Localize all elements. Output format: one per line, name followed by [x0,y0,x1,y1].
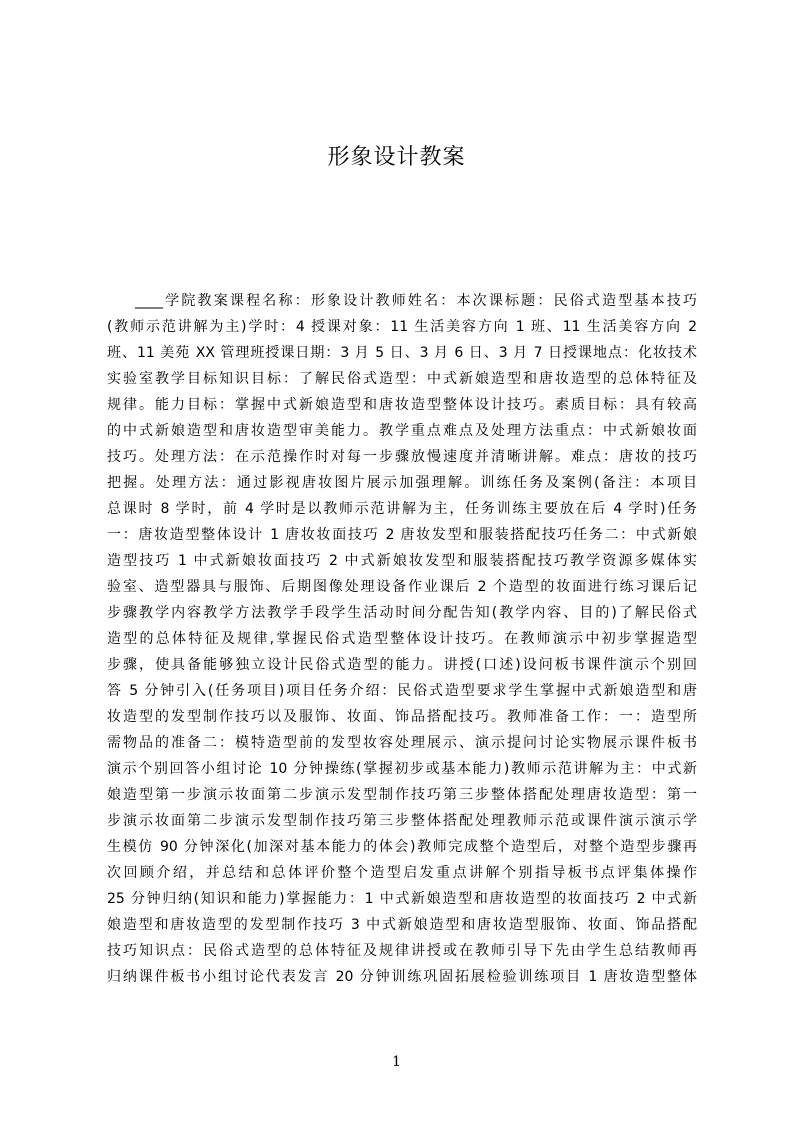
body-line: 归纳课件板书小组讨论代表发言 20 分钟训练巩固拓展检验训练项目 1 唐妆造型整体 [107,969,697,985]
body-line: 验室、造型器具与服饰、后期图像处理设备作业课后 2 个造型的妆面进行练习课后记 [107,579,697,595]
body-line: 25 分钟归纳(知识和能力)掌握能力：1 中式新娘造型和唐妆造型的妆面技巧 2 中式新 [107,891,697,907]
body-line: 答 5 分钟引入(任务项目)项目任务介绍：民俗式造型要求学生掌握中式新娘造型和唐 [107,683,697,699]
body-line: 步骤，使具备能够独立设计民俗式造型的能力。讲授(口述)设问板书课件演示个别回 [107,657,697,673]
body-line: 生模仿 90 分钟深化(加深对基本能力的体会)教师完成整个造型后，对整个造型步骤再 [107,839,697,855]
body-line: ____学院教案课程名称：形象设计教师姓名：本次课标题：民俗式造型基本技巧 [135,293,697,309]
body-line: 总课时 8 学时，前 4 学时是以教师示范讲解为主，任务训练主要放在后 4 学时)任务 [107,501,697,517]
body-line: 的中式新娘造型和唐妆造型审美能力。教学重点难点及处理方法重点：中式新娘妆面 [107,423,697,439]
body-line: 次回顾介绍，并总结和总体评价整个造型启发重点讲解个别指导板书点评集体操作 [107,865,697,881]
body-line: 规律。能力目标：掌握中式新娘造型和唐妆造型整体设计技巧。素质目标：具有较高 [107,397,697,413]
page-number: 1 [392,1054,401,1070]
body-line: 步骤教学内容教学方法教学手段学生活动时间分配告知(教学内容、目的)了解民俗式 [107,605,697,621]
body-line: 娘造型第一步演示妆面第二步演示发型制作技巧第三步整体搭配处理唐妆造型：第一 [107,787,697,803]
body-line: 造型技巧 1 中式新娘妆面技巧 2 中式新娘妆发型和服装搭配技巧教学资源多媒体实 [107,553,697,569]
body-line: 技巧知识点：民俗式造型的总体特征及规律讲授或在教师引导下先由学生总结教师再 [107,943,697,959]
body-line: 需物品的准备二：模特造型前的发型妆容处理展示、演示提问讨论实物展示课件板书 [107,735,697,751]
body-paragraph [107,288,697,990]
body-line: 演示个别回答小组讨论 10 分钟操练(掌握初步或基本能力)教师示范讲解为主：中式新 [107,761,697,777]
body-line: 把握。处理方法：通过影视唐妆图片展示加强理解。训练任务及案例(备注：本项目 [107,475,697,491]
body-line: 实验室教学目标知识目标：了解民俗式造型：中式新娘造型和唐妆造型的总体特征及 [107,371,697,387]
body-line: 技巧。处理方法：在示范操作时对每一步骤放慢速度并清晰讲解。难点：唐妆的技巧 [107,449,697,465]
body-line: 妆造型的发型制作技巧以及服饰、妆面、饰品搭配技巧。教师准备工作：一：造型所 [107,709,697,725]
body-line: 步演示妆面第二步演示发型制作技巧第三步整体搭配处理教师示范或课件演示演示学 [107,813,697,829]
body-line: 造型的总体特征及规律,掌握民俗式造型整体设计技巧。在教师演示中初步掌握造型 [107,631,697,647]
body-line: 班、11 美苑 XX 管理班授课日期：3 月 5 日、3 月 6 日、3 月 7 日授课地点：化妆技术 [107,345,697,361]
body-line: 一：唐妆造型整体设计 1 唐妆妆面技巧 2 唐妆发型和服装搭配技巧任务二：中式新娘 [107,527,697,543]
body-line: (教师示范讲解为主)学时：4 授课对象：11 生活美容方向 1 班、11 生活美容方向 2 [107,319,697,335]
body-line: 娘造型和唐妆造型的发型制作技巧 3 中式新娘造型和唐妆造型服饰、妆面、饰品搭配 [107,917,697,933]
page-title: 形象设计教案 [327,145,466,170]
